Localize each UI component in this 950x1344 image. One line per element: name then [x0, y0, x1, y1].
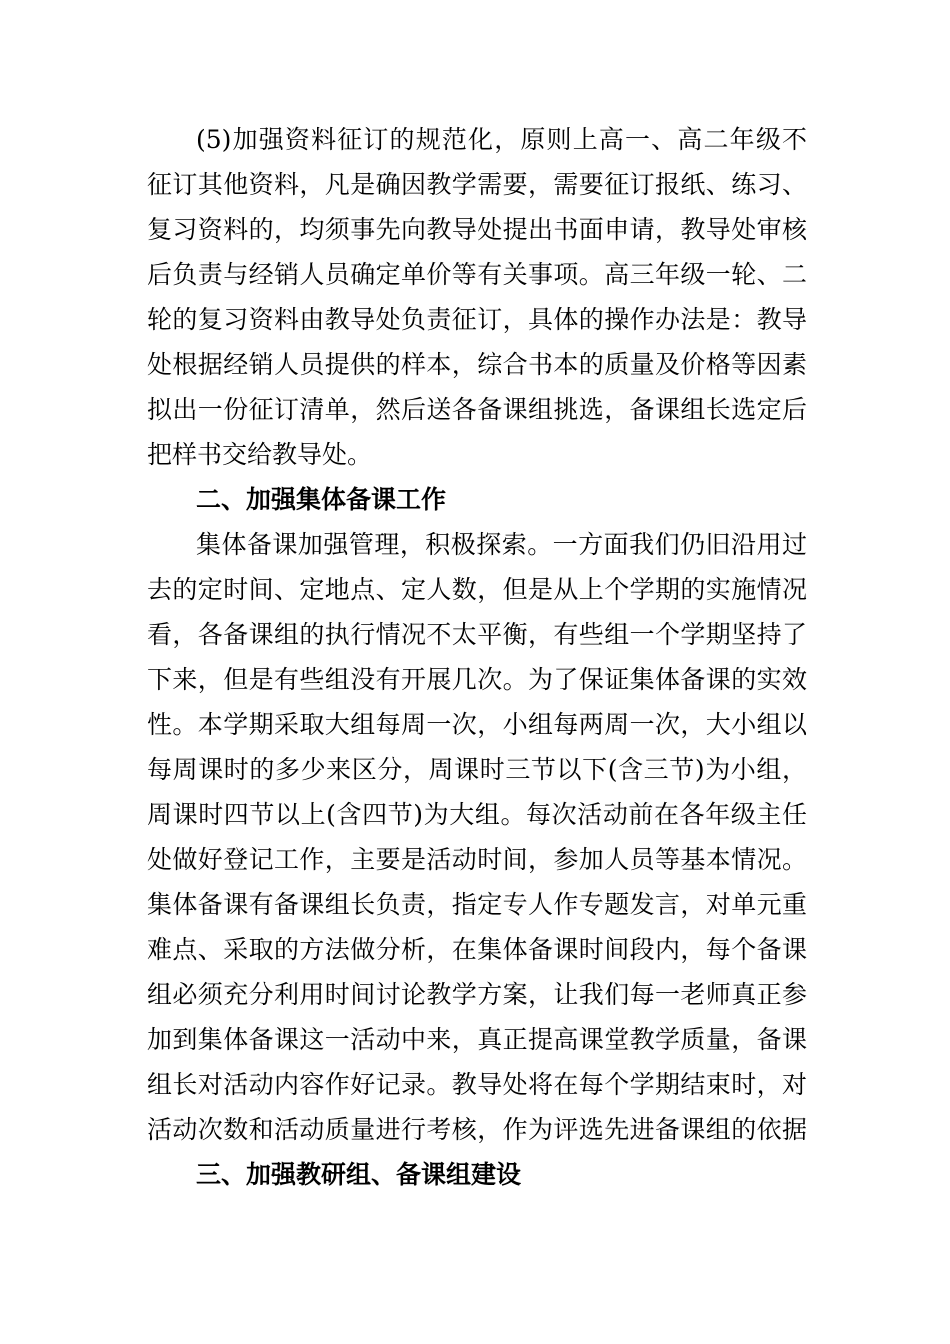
paragraph-line: 集体备课加强管理，积极探索。一方面我们仍旧沿用过 — [196, 530, 807, 559]
paragraph-line: 把样书交给教导处。 — [147, 440, 373, 469]
paragraph-line: 去的定时间、定地点、定人数，但是从上个学期的实施情况 — [147, 575, 807, 604]
paragraph-line: 组必须充分利用时间讨论教学方案，让我们每一老师真正参 — [147, 980, 807, 1009]
paragraph-line: 处做好登记工作，主要是活动时间，参加人员等基本情况。 — [147, 845, 807, 874]
paragraph-line: (5)加强资料征订的规范化，原则上高一、高二年级不 — [196, 125, 807, 154]
paragraph-line: 组长对活动内容作好记录。教导处将在每个学期结束时，对 — [147, 1070, 807, 1099]
paragraph-line: 难点、采取的方法做分析，在集体备课时间段内，每个备课 — [147, 935, 807, 964]
paragraph-line: 复习资料的，均须事先向教导处提出书面申请，教导处审核 — [147, 215, 807, 244]
paragraph-line: 后负责与经销人员确定单价等有关事项。高三年级一轮、二 — [147, 260, 807, 289]
paragraph-line: 拟出一份征订清单，然后送各备课组挑选，备课组长选定后 — [147, 395, 807, 424]
paragraph-line: 征订其他资料，凡是确因教学需要，需要征订报纸、练习、 — [147, 170, 807, 199]
paragraph-line: 处根据经销人员提供的样本，综合书本的质量及价格等因素 — [147, 350, 807, 379]
paragraph-line: 活动次数和活动质量进行考核，作为评选先进备课组的依据 — [147, 1115, 807, 1144]
paragraph-line: 轮的复习资料由教导处负责征订，具体的操作办法是：教导 — [147, 305, 807, 334]
section-heading: 三、加强教研组、备课组建设 — [196, 1160, 522, 1189]
paragraph-line: 周课时四节以上(含四节)为大组。每次活动前在各年级主任 — [147, 800, 807, 829]
paragraph-line: 看，各备课组的执行情况不太平衡，有些组一个学期坚持了 — [147, 620, 807, 649]
paragraph-line: 下来，但是有些组没有开展几次。为了保证集体备课的实效 — [147, 665, 807, 694]
section-heading: 二、加强集体备课工作 — [196, 485, 447, 514]
paragraph-line: 集体备课有备课组长负责，指定专人作专题发言，对单元重 — [147, 890, 807, 919]
paragraph-line: 每周课时的多少来区分，周课时三节以下(含三节)为小组， — [147, 755, 807, 784]
paragraph-line: 性。本学期采取大组每周一次，小组每两周一次，大小组以 — [147, 710, 807, 739]
paragraph-line: 加到集体备课这一活动中来，真正提高课堂教学质量，备课 — [147, 1025, 807, 1054]
